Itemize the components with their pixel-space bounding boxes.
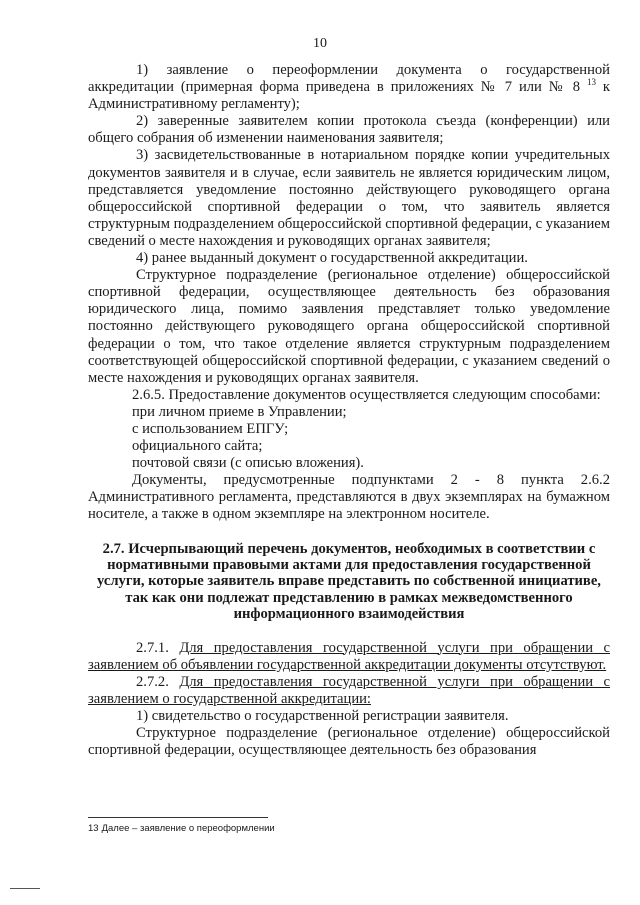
paragraph-2-7-1: 2.7.1. Для предоставления государственной услуги при обращении с заявлением об объявлении государственной аккредитации документы отсутствуют. — [88, 639, 610, 673]
footnote-number: 13 — [88, 823, 99, 834]
paragraph-item-4: 4) ранее выданный документ о государственной аккредитации. — [136, 250, 528, 267]
paragraph-structural-unit-2: Структурное подразделение (региональное отделение) общероссийской спортивной федерации, осуществляющее деятельность без образования — [88, 725, 610, 759]
paragraph-item-3: 3) засвидетельствованные в нотариальном порядке копии учредительных документов заявителя и в случае, если заявитель не является юридическим лицом, представляется уведомление постоянно действующего руководящего органа общероссийской спортивной федерации о том, что заявитель является структурным подразделением общероссийской спортивной федерации, с указанием сведений о месте нахождения и руководящих органах заявителя; — [88, 147, 611, 249]
footnote — [88, 823, 275, 834]
section-heading-2-7: 2.7. Исчерпывающий перечень документов, необходимых в соответствии с нормативными правовыми актами для предоставления государственной услуги, которые заявитель вправе представить по собственной инициативе, так как они подлежат представлению в рамках межведомственного информационного взаимодействия — [97, 540, 601, 623]
footnote-divider — [88, 817, 268, 818]
paragraph-2-6-5: 2.6.5. Предоставление документов осуществляется следующим способами: — [132, 386, 601, 403]
list-item: официального сайта; — [132, 438, 263, 455]
document-body — [88, 62, 610, 759]
paragraph-structural-unit: Структурное подразделение (региональное отделение) общероссийской спортивной федерации, осуществляющее деятельность без образования юридического лица, помимо заявления представляет только уведомление постоянно действующего руководящего органа общероссийской спортивной федерации о том, что такое отделение является структурным подразделением соответствующей общероссийской спортивной федерации, с указанием сведений о месте нахождения и руководящих органах заявителя. — [88, 267, 610, 386]
list-item: при личном приеме в Управлении; — [132, 403, 347, 420]
paragraph-item-2: 2) заверенные заявителем копии протокола съезда (конференции) или общего собрания об изменении наименования заявителя; — [88, 113, 610, 147]
paragraph-2-7-2: 2.7.2. Для предоставления государственной услуги при обращении с заявлением о государственной аккредитации: — [88, 673, 610, 707]
page-number: 10 — [313, 36, 327, 51]
list-item: почтовой связи (с описью вложения). — [132, 455, 364, 472]
paragraph-item-1: 1) заявление о переоформлении документа о государственной аккредитации (примерная форма приведена в приложениях № 7 или № 8 $^{13}$ к Административному регламенту); — [88, 62, 610, 113]
scan-mark — [10, 888, 40, 889]
footnote-text: Далее – заявление о переоформлении — [101, 823, 275, 834]
footnote-ref[interactable]: 13 — [587, 77, 596, 88]
paragraph-certificate: 1) свидетельство о государственной регистрации заявителя. — [136, 707, 509, 724]
list-item: с использованием ЕПГУ; — [132, 420, 289, 437]
paragraph-documents: Документы, предусмотренные подпунктами 2 - 8 пункта 2.6.2 Административного регламента, представляются в двух экземплярах на бумажном носителе, а также в одном экземпляре на электронном носителе. — [88, 472, 610, 523]
